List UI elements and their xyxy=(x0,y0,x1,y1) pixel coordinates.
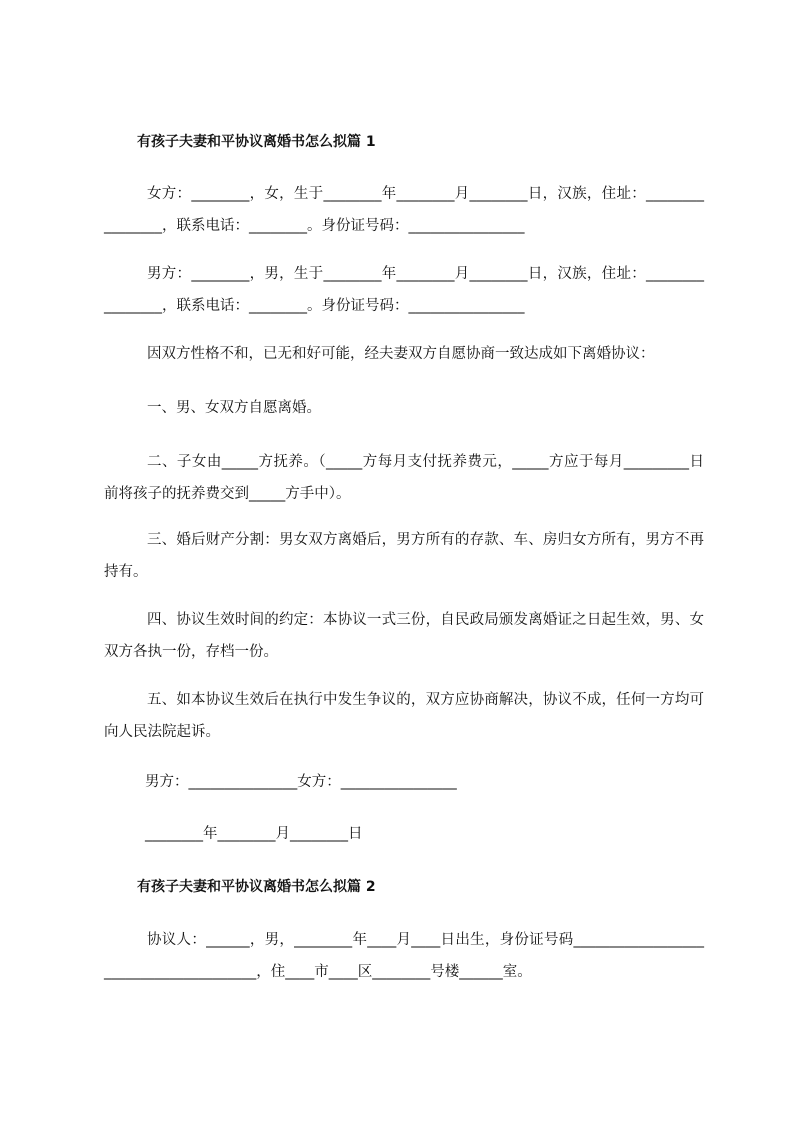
clause-3-property-division: 三、婚后财产分割：男女双方离婚后，男方所有的存款、车、房归女方所有，男方不再持有。 xyxy=(104,532,704,580)
agreement-intro: 因双方性格不和，已无和好可能，经夫妻双方自愿协商一致达成如下离婚协议： xyxy=(147,346,655,362)
party-info-line: 协议人：______，男，________年____月____日出生，身份证号码_______________________________________，住____市____区________号楼______室。 xyxy=(104,932,704,980)
signature-line: 男方：_______________女方：________________ xyxy=(145,774,457,790)
clause-1: 一、男、女双方自愿离婚。 xyxy=(147,400,321,416)
date-line: ________年________月________日 xyxy=(145,826,363,842)
heading-part-1: 有孩子夫妻和平协议离婚书怎么拟篇 1 xyxy=(137,134,376,150)
clause-5-disputes: 五、如本协议生效后在执行中发生争议的，双方应协商解决，协议不成，任何一方均可向人民法院起诉。 xyxy=(104,692,704,740)
heading-part-2: 有孩子夫妻和平协议离婚书怎么拟篇 2 xyxy=(137,879,376,895)
clause-2-child-custody: 二、子女由_____方抚养。（_____方每月支付抚养费元，_____方应于每月_________日前将孩子的抚养费交到_____方手中）。 xyxy=(104,454,704,502)
female-party-info: 女方：________，女，生于________年________月________日，汉族，住址：________________，联系电话：________。身份证号码：________________ xyxy=(104,186,704,234)
clause-4-effective-date: 四、协议生效时间的约定：本协议一式三份，自民政局颁发离婚证之日起生效，男、女双方各执一份，存档一份。 xyxy=(104,612,704,660)
male-party-info: 男方：________，男，生于________年________月________日，汉族，住址：________________，联系电话：________。身份证号码：________________ xyxy=(104,266,704,314)
